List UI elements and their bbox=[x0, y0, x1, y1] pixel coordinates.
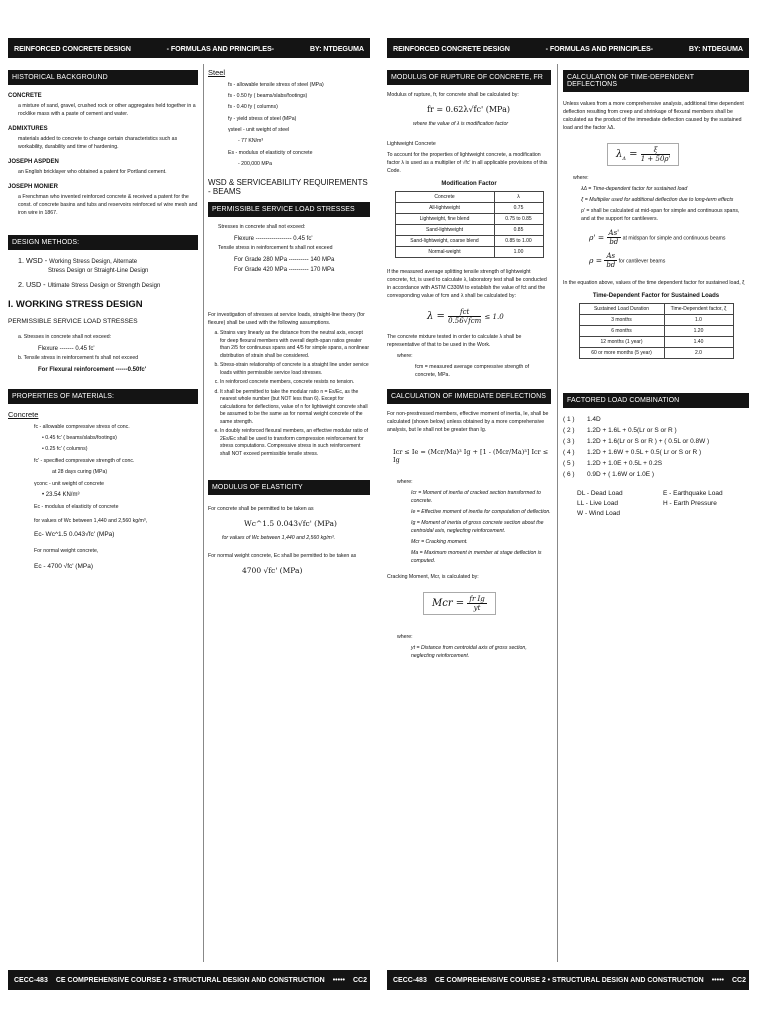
gs-line: γsteel - unit weight of steel bbox=[228, 127, 290, 133]
legend-item: W - Wind Load bbox=[577, 510, 620, 517]
svc-grade-280: For Grade 280 MPa ---------- 140 MPa bbox=[234, 257, 335, 263]
footer-code: CECC-483 bbox=[393, 976, 427, 984]
svc-grade-420: For Grade 420 MPa ---------- 170 MPa bbox=[234, 267, 335, 273]
list-item: ( 1 ) 1.4D bbox=[563, 416, 601, 423]
list-item: a. Strains vary linearly as the distance from the neutral axis, except for deep flexural members with overall depth-span ratios greater than 2/5 for continuous spans and 4/5 for simple spans, a nonlinear distribution of strain shall be considered. bbox=[220, 330, 370, 360]
section-immediate: CALCULATION OF IMMEDIATE DEFLECTIONS bbox=[387, 389, 551, 404]
wsd-b: b. Tensile stress in reinforcement fs shall not exceed bbox=[18, 355, 139, 361]
lambda-equation: λ = $\frac{\text{fct}}{\text{0.56√fcm}}$ ≤ 1.0 bbox=[427, 308, 504, 325]
section-properties: PROPERTIES OF MATERIALS: bbox=[8, 389, 198, 404]
where-label: where: bbox=[573, 175, 589, 181]
fs-columns: fs - 0.40 fy ( columns) bbox=[228, 104, 278, 110]
sheet-page-2 bbox=[387, 38, 749, 990]
def-yt: yt = Distance from centroidal axis of gross section, neglecting reinforcement. bbox=[411, 645, 527, 659]
table-row: Lightweight, fine blend 0.75 to 0.85 bbox=[395, 214, 543, 225]
section-permissible: PERMISSIBLE SERVICE LOAD STRESSES bbox=[208, 202, 370, 217]
rupture-eq: fr = 0.62λ√fc' (MPa) bbox=[427, 105, 510, 114]
es-value: - 200,000 MPa bbox=[238, 161, 273, 167]
def-monier: a Frenchman who invented reinforced concrete & received a patent for the const. of concrete basins and tubs and reservoirs reinforced w/ wire mesh and iron wire in 1867. bbox=[18, 194, 198, 216]
split-text: If the measured average splitting tensile strength of lightweight concrete, fct, is used to calculate λ, laboratory test shall be conducted in accordance with ASTM C330M to establish the value of fct and the corresponding value of fcm and λ shall be calculated by: bbox=[387, 269, 547, 299]
where-label: where: bbox=[397, 353, 413, 359]
table-row: Sand-lightweight, coarse blend 0.85 to 1.00 bbox=[395, 236, 543, 247]
header-subtitle: - FORMULAS AND PRINCIPLES- bbox=[166, 43, 274, 53]
left-column bbox=[387, 64, 551, 962]
lw-title: Lightweight Concrete bbox=[387, 141, 436, 147]
load-legend bbox=[577, 490, 749, 517]
mod-eq1: Wc^1.5 0.043√fc' (MPa) bbox=[244, 519, 337, 528]
section-historical: HISTORICAL BACKGROUND bbox=[8, 70, 198, 85]
where-label: where: bbox=[397, 634, 413, 640]
term-concrete: CONCRETE bbox=[8, 93, 42, 99]
wc-range: for values of Wc between 1,440 and 2,560 kg/m³, bbox=[34, 518, 148, 524]
column-divider bbox=[203, 64, 204, 962]
ie-equation: Icr ≤ Ie = (Mcr/Ma)³ Ig + [1 - (Mcr/Ma)³] Icr ≤ Ig bbox=[393, 448, 549, 464]
term-admixtures: ADMIXTURES bbox=[8, 126, 48, 132]
def-icr: Icr = Moment of inertia of cracked section transformed to concrete. bbox=[411, 490, 541, 504]
right-column bbox=[563, 64, 749, 962]
list-item: b. Stress-strain relationship of concrete is a straight line under service loads within permissible service load stresses. bbox=[220, 362, 370, 377]
table-header: Time-Dependent factor, ξ bbox=[664, 304, 733, 315]
legend-item: LL - Live Load bbox=[577, 500, 618, 507]
table-header: λ bbox=[494, 192, 543, 203]
header-title: REINFORCED CONCRETE DESIGN bbox=[393, 43, 510, 53]
table-row: 60 or more months (5 year) 2.0 bbox=[579, 348, 733, 359]
fc-value-2: • 0.25 fc' ( columns) bbox=[42, 446, 88, 452]
table-row: 3 months 1.0 bbox=[579, 315, 733, 326]
lambda-delta-equation: $\lambda_\Delta$ = $\frac{\xi}{1 + 50\rho'}$ bbox=[607, 143, 679, 166]
def-mcr: Mcr = Cracking moment. bbox=[411, 539, 468, 545]
table-row: 12 months (1 year) 1.40 bbox=[579, 337, 733, 348]
legend-item: H - Earth Pressure bbox=[663, 500, 717, 507]
fcp-line: fc' - specified compressive strength of conc. bbox=[34, 458, 135, 464]
gamma-value: • 23.54 KN/m³ bbox=[42, 492, 80, 498]
section-time-dependent: CALCULATION OF TIME-DEPENDENT DEFLECTIONS bbox=[563, 70, 749, 92]
gamma-line: γconc - unit weight of concrete bbox=[34, 481, 105, 487]
page-header bbox=[8, 38, 370, 58]
svc-s1: Stresses in concrete shall not exceed: bbox=[218, 224, 306, 230]
mod-t2: For normal weight concrete, Ec shall be permitted to be taken as bbox=[208, 553, 357, 559]
footer-course: CE COMPREHENSIVE COURSE 2 • STRUCTURAL DESIGN AND CONSTRUCTION bbox=[434, 976, 704, 984]
fcp-sub: at 28 days curing (MPa) bbox=[52, 469, 108, 475]
ec-normal-weight: Ec - 4700 √fc' (MPa) bbox=[34, 563, 93, 570]
mod-eq2: 4700 √fc' (MPa) bbox=[242, 566, 303, 575]
steel-label: Steel bbox=[208, 68, 226, 77]
serviceability-title: WSD & SERVICEABILITY REQUIREMENTS - BEAMS bbox=[208, 178, 368, 196]
list-item: ( 5 ) 1.2D + 1.0E + 0.5L + 0.2S bbox=[563, 460, 663, 467]
rupture-where: where the value of λ is modification factor bbox=[413, 121, 509, 127]
footer-tag: CC2 bbox=[353, 976, 368, 984]
list-item: ( 3 ) 1.2D + 1.6(Lr or S or R ) + ( 0.5L or 0.8W ) bbox=[563, 438, 710, 445]
footer-tag: CC2 bbox=[732, 976, 747, 984]
mod-factor-table bbox=[395, 191, 544, 258]
header-author: BY: NTDEGUMA bbox=[688, 43, 743, 53]
crack-text: Cracking Moment, Mcr, is calculated by: bbox=[387, 574, 479, 580]
header-subtitle: - FORMULAS AND PRINCIPLES- bbox=[545, 43, 653, 53]
section-rupture: MODULUS OF RUPTURE OF CONCRETE, FR bbox=[387, 70, 551, 85]
footer-course: CE COMPREHENSIVE COURSE 2 • STRUCTURAL DESIGN AND CONSTRUCTION bbox=[55, 976, 325, 984]
column-divider bbox=[557, 64, 558, 962]
ec-equation: Ec- Wc^1.5 0.043√fc' (MPa) bbox=[34, 531, 115, 538]
method-usd: 2. USD - Ultimate Stress Design or Strength Design bbox=[18, 280, 161, 289]
wsd-a: a. Stresses in concrete shall not exceed: bbox=[18, 334, 112, 340]
legend-item bbox=[663, 510, 749, 517]
mod-t1: For concrete shall be permitted to be taken as bbox=[208, 506, 314, 512]
wsd-a-value: Flexure ------- 0.45 fc' bbox=[38, 346, 95, 352]
def-aspden: an English bricklayer who obtained a patent for Portland cement. bbox=[18, 169, 167, 175]
footer-dots: ••••• bbox=[332, 976, 345, 984]
list-item: c. In reinforced concrete members, concrete resists no tension. bbox=[220, 379, 370, 387]
method-wsd: 1. WSD - Working Stress Design, Alternate bbox=[18, 256, 138, 265]
immediate-t1: For non-prestressed members, effective moment of inertia, Ie, shall be calculated (shown below) unless obtained by a more comprehensive analysis, but Ie shall not be greater than Ig. bbox=[387, 411, 549, 433]
footer-dots: ••••• bbox=[711, 976, 724, 984]
page-header bbox=[387, 38, 749, 58]
rho-midspan: ρ' = $\frac{As'}{bd}$ at midspan for simple and continuous beams bbox=[589, 229, 726, 246]
mod-factor-caption: Modification Factor bbox=[441, 181, 497, 187]
time-factor-table bbox=[579, 303, 734, 359]
mcr-equation: Mcr = $\frac{\text{fr Ig}}{yt}$ bbox=[423, 592, 496, 615]
es-line: Es - modulus of elasticity of concrete bbox=[228, 150, 313, 156]
table-row: 6 months 1.20 bbox=[579, 326, 733, 337]
lw-text: To account for the properties of lightweight concrete, a modification factor λ is used as a multiplier of √fc' in all applicable provisions of this Code. bbox=[387, 152, 548, 174]
svc-s2: Tensile stress in reinforcement fs shall not exceed bbox=[218, 245, 333, 251]
rupture-t1: Modulus of rupture, fr, for concrete shall be calculated by: bbox=[387, 92, 519, 98]
time-t1: Unless values from a more comprehensive analysis, additional time dependent deflection resulting from creep and shrinkage of flexural members shall be calculated as the product of the immediate deflection caused by the sustained load and the factor λΔ. bbox=[563, 101, 744, 131]
term-aspden: JOSEPH ASPDEN bbox=[8, 159, 59, 165]
combo-list bbox=[563, 414, 749, 480]
table-row: Normal-weight 1.00 bbox=[395, 247, 543, 258]
fs-beams: fs - 0.50 fy ( beams/slabs/footings) bbox=[228, 93, 308, 99]
fc-line: fc - allowable compressive stress of conc. bbox=[34, 424, 130, 430]
footer-code: CECC-483 bbox=[14, 976, 48, 984]
fc-value-1: • 0.45 fc' ( beams/slabs/footings) bbox=[42, 435, 117, 441]
def-xi: ξ = Multiplier used for additional deflection due to long-term effects bbox=[581, 197, 734, 203]
def-admixtures: materials added to concrete to change certain characteristics such as workability, durability and time of hardening. bbox=[18, 136, 178, 150]
svc-intro: For investigation of stresses at service loads, straight-line theory (for flexure) shall be used with the following assumptions. bbox=[208, 312, 365, 326]
page-footer bbox=[387, 970, 749, 990]
header-title: REINFORCED CONCRETE DESIGN bbox=[14, 43, 131, 53]
page-footer bbox=[8, 970, 370, 990]
list-item: ( 2 ) 1.2D + 1.6L + 0.5(Lr or S or R ) bbox=[563, 427, 677, 434]
list-item: d. It shall be permitted to take the modular ratio n = Es/Ec, as the nearest whole number (but NOT less than 6). Except for calculations for deflections, value of n for lightweight concrete shall be assumed to be the same as for normal weight concrete of the same strength. bbox=[220, 389, 370, 427]
gs-value: - 77 KN/m³ bbox=[238, 138, 264, 144]
section-modulus: MODULUS OF ELASTICITY bbox=[208, 480, 370, 495]
concrete-label: Concrete bbox=[8, 410, 39, 419]
legend-item: DL - Dead Load bbox=[577, 490, 623, 497]
table-header: Concrete bbox=[395, 192, 494, 203]
section-design-methods: DESIGN METHODS: bbox=[8, 235, 198, 250]
svc-s1-value: Flexure ------------------ 0.45 fc' bbox=[234, 236, 313, 242]
time-t2: In the equation above, values of the time dependent factor for sustained load, ξ bbox=[563, 280, 745, 286]
method-wsd-cont: Stress Design or Straight-Line Design bbox=[48, 268, 149, 274]
assumption-list bbox=[208, 330, 370, 458]
ec-line: Ec - modulus of elasticity of concrete bbox=[34, 504, 119, 510]
table-header: Sustained Load Duration bbox=[579, 304, 664, 315]
table-row: All-lightweight 0.75 bbox=[395, 203, 543, 214]
wsd-title: I. WORKING STRESS DESIGN bbox=[8, 299, 143, 310]
nw-line: For normal weight concrete, bbox=[34, 548, 99, 554]
def-ma: Ma = Maximum moment in member at stage deflection is computed. bbox=[411, 550, 542, 564]
table-row: Sand-lightweight 0.85 bbox=[395, 225, 543, 236]
def-ie: Ie = Effective moment of inertia for computation of deflection. bbox=[411, 509, 551, 515]
left-column bbox=[8, 64, 198, 962]
legend-item: E - Earthquake Load bbox=[663, 490, 723, 497]
sheet-page-1 bbox=[8, 38, 370, 990]
wsd-b-value: For Flexural reinforcement ------0.50fc' bbox=[38, 367, 147, 373]
mix-text: The concrete mixture tested in order to calculate λ shall be representative of that to be used in the Work. bbox=[387, 334, 522, 348]
section-factored: FACTORED LOAD COMBINATION bbox=[563, 393, 749, 408]
term-monier: JOSEPH MONIER bbox=[8, 184, 59, 190]
fy-line: fy - yield stress of steel (MPa) bbox=[228, 116, 297, 122]
fs-line: fs - allowable tensile stress of steel (MPa) bbox=[228, 82, 324, 88]
mod-range: for values of Wc between 1,440 and 2,560 kg/m³. bbox=[222, 535, 336, 541]
where-label: where: bbox=[397, 479, 413, 485]
def-concrete: a mixture of sand, gravel, crushed rock or other aggregates held together in a rocklike mass with a paste of cement and water. bbox=[18, 103, 196, 117]
header-author: BY: NTDEGUMA bbox=[309, 43, 364, 53]
def-rho: ρ' = shall be calculated at mid-span for simple and continuous spans, and at the support for cantilevers. bbox=[581, 208, 740, 222]
list-item: e. In doubly reinforced flexural members, an effective modular ratio of 2Es/Ec shall be used to transform compression reinforcement for stress computations. Compressive stress in such reinforcement shall NOT exceed permissible tensile stress. bbox=[220, 428, 370, 458]
rho-cantilever: ρ = $\frac{As}{bd}$ for cantilever beams bbox=[589, 252, 666, 269]
list-item: ( 6 ) 0.9D + ( 1.6W or 1.0E ) bbox=[563, 471, 655, 478]
def-ig: Ig = Moment of inertia of gross concrete section about the centroidal axis, neglecting reinforcement. bbox=[411, 520, 544, 534]
wsd-sub: PERMISSIBLE SERVICE LOAD STRESSES bbox=[8, 318, 138, 325]
fcm-def: fcm = measured average compressive strength of concrete, MPa. bbox=[415, 364, 530, 378]
list-item: ( 4 ) 1.2D + 1.6W + 0.5L + 0.5( Lr or S or R ) bbox=[563, 449, 702, 456]
def-lambda: λΔ = Time-dependent factor for sustained load bbox=[581, 186, 688, 192]
right-column bbox=[208, 64, 370, 962]
time-table-caption: Time-Dependent Factor for Sustained Loads bbox=[592, 293, 720, 299]
